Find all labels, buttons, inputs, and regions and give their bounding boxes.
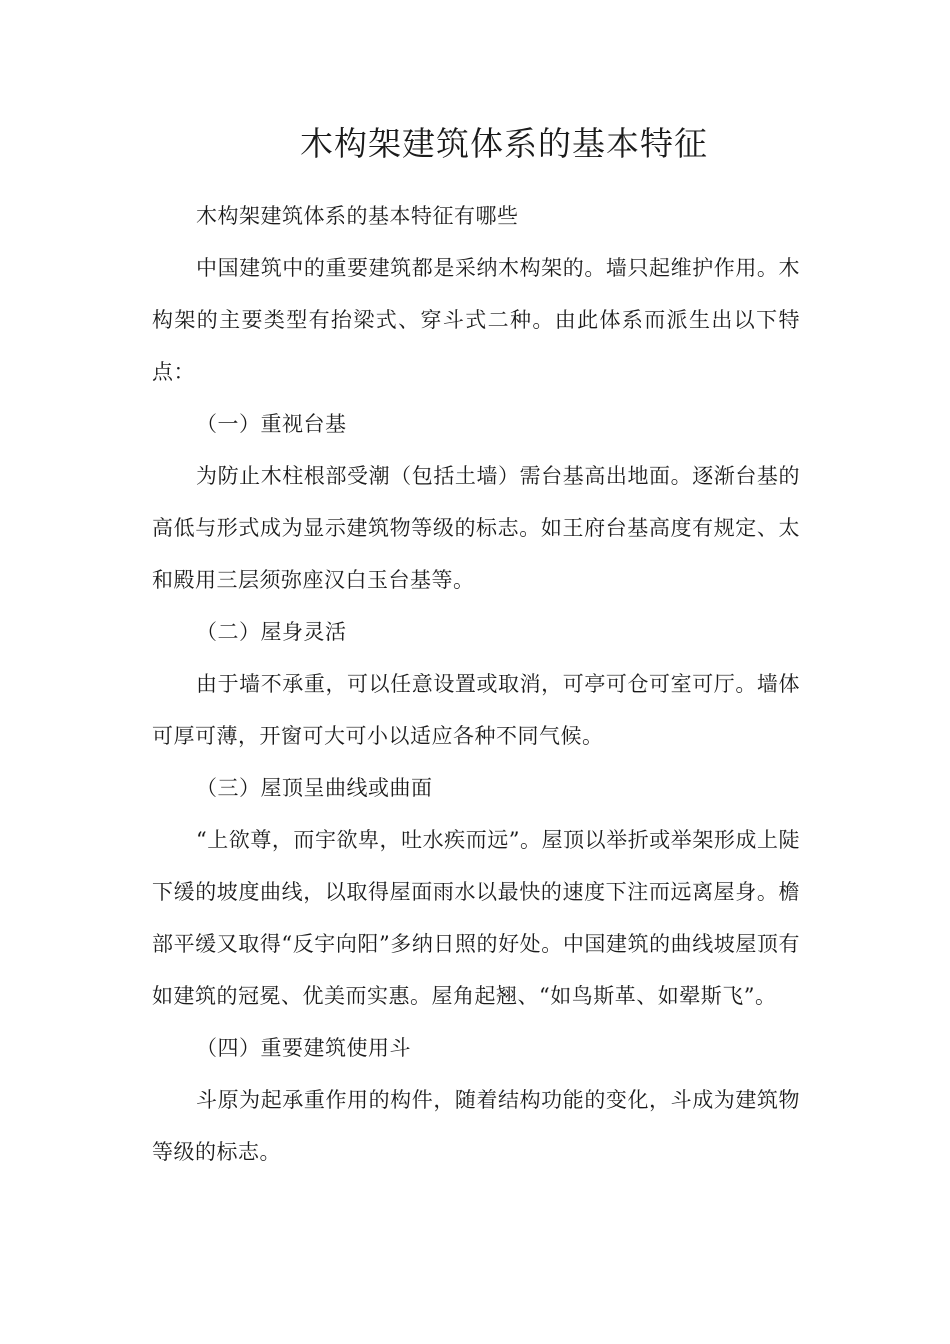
- paragraph-bracket: 斗原为起承重作用的构件，随着结构功能的变化，斗成为建筑物等级的标志。: [152, 1088, 800, 1164]
- document-title: 木构架建筑体系的基本特征: [300, 124, 708, 163]
- paragraph-platform: 为防止木柱根部受潮（包括土墙）需台基高出地面。逐渐台基的高低与形式成为显示建筑物等级的标志。如王府台基高度有规定、太和殿用三层须弥座汉白玉台基等。: [152, 464, 800, 592]
- intro-question: 木构架建筑体系的基本特征有哪些: [196, 204, 519, 228]
- section-heading-1: （一）重视台基: [196, 412, 347, 436]
- paragraph-roof: “上欲尊，而宇欲卑，吐水疾而远”。屋顶以举折或举架形成上陡下缓的坡度曲线，以取得屋面雨水以最快的速度下注而远离屋身。檐部平缓又取得“反宇向阳”多纳日照的好处。中国建筑的曲线坡屋顶有如建筑的冠冕、优美而实惠。屋角起翘、“如鸟斯革、如翚斯飞”。: [152, 828, 800, 1008]
- section-heading-4: （四）重要建筑使用斗: [196, 1036, 411, 1060]
- paragraph-overview: 中国建筑中的重要建筑都是采纳木构架的。墙只起维护作用。木构架的主要类型有抬梁式、穿斗式二种。由此体系而派生出以下特点：: [152, 256, 800, 384]
- document-body: [152, 190, 800, 1178]
- section-heading-2: （二）屋身灵活: [196, 620, 347, 644]
- paragraph-body: 由于墙不承重，可以任意设置或取消，可亭可仓可室可厅。墙体可厚可薄，开窗可大可小以适应各种不同气候。: [152, 672, 800, 748]
- section-heading-3: （三）屋顶呈曲线或曲面: [196, 776, 433, 800]
